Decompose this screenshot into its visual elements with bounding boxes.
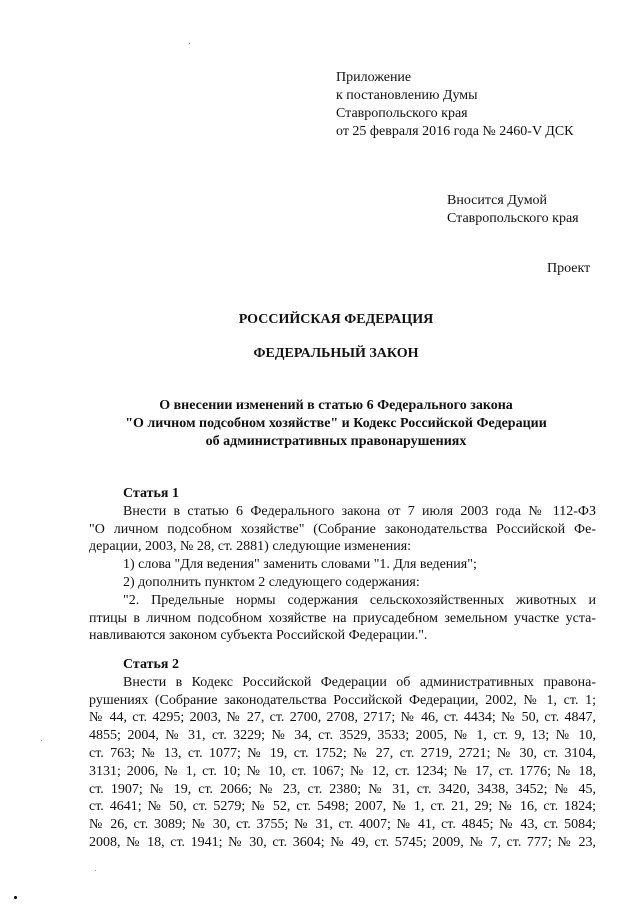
- appendix-line: Приложение: [336, 70, 412, 85]
- law-title-line: об административных правонарушениях: [205, 434, 467, 449]
- appendix-line: к постановлению Думы: [336, 88, 478, 103]
- appendix-line: Ставропольского края: [336, 106, 468, 121]
- article-1: [89, 485, 596, 645]
- article-line: ст. 1907; № 19, ст. 2066; № 23, ст. 2380; № 31, ст. 3420, 3438, 3452; № 45,: [89, 781, 596, 797]
- appendix-line: от 25 февраля 2016 года № 2460-V ДСК: [336, 124, 574, 139]
- article-line: ст. 4641; № 50, ст. 5279; № 52, ст. 5498; 2007, № 1, ст. 21, 29; № 16, ст. 1824;: [89, 799, 596, 815]
- appendix-block: [336, 69, 574, 141]
- article-line: 4855; 2004, № 31, ст. 3229; № 34, ст. 3529, 3533; 2005, № 1, ст. 9, 13; № 10,: [89, 728, 596, 744]
- law-title: [36, 397, 636, 451]
- article-line: птицы в личном подсобном хозяйстве на приусадебном земельном участке уста-: [89, 610, 596, 626]
- law-title-line: О внесении изменений в статью 6 Федерального закона: [159, 398, 513, 413]
- law-type-heading: ФЕДЕРАЛЬНЫЙ ЗАКОН: [253, 346, 419, 361]
- introduced-by-line: Ставропольского края: [447, 211, 579, 226]
- scan-speck: [14, 896, 17, 899]
- law-title-line: "О личном подсобном хозяйстве" и Кодекс Российской Федерации: [125, 416, 547, 431]
- article-line: Внести в Кодекс Российской Федерации об административных правона-: [123, 674, 596, 690]
- article-heading: Статья 2: [123, 657, 179, 672]
- introduced-by-block: [447, 192, 579, 228]
- article-line: ст. 763; № 13, ст. 1077; № 19, ст. 1752; № 27, ст. 2719, 2721; № 30, ст. 3104,: [89, 745, 596, 761]
- article-line: 2008, № 18, ст. 1941; № 30, ст. 3604; № 49, ст. 5745; 2009, № 7, ст. 777; № 23,: [89, 834, 596, 850]
- article-line: 1) слова "Для ведения" заменить словами "1. Для ведения";: [123, 557, 477, 573]
- country-heading: РОССИЙСКАЯ ФЕДЕРАЦИЯ: [238, 312, 434, 327]
- article-line: "О личном подсобном хозяйстве" (Собрание законодательства Российской Фе-: [89, 521, 596, 537]
- article-line: дерации, 2003, № 28, ст. 2881) следующие изменения:: [89, 539, 412, 555]
- draft-label: Проект: [547, 261, 591, 276]
- scan-speck: [189, 43, 190, 44]
- article-line: "2. Предельные нормы содержания сельскохозяйственных животных и: [123, 592, 596, 608]
- article-line: 3131; 2006, № 1, ст. 10; № 10, ст. 1067; № 12, ст. 1234; № 17, ст. 1776; № 18,: [89, 763, 596, 779]
- scan-speck: [41, 740, 42, 741]
- scan-speck: [95, 870, 96, 871]
- article-line: № 26, ст. 3089; № 30, ст. 3755; № 31, ст. 4007; № 41, ст. 4845; № 43, ст. 5084;: [89, 817, 596, 833]
- article-line: 2) дополнить пунктом 2 следующего содержания:: [123, 574, 420, 590]
- article-line: № 44, ст. 4295; 2003, № 27, ст. 2700, 2708, 2717; № 46, ст. 4434; № 50, ст. 4847,: [89, 710, 596, 726]
- article-line: Внести в статью 6 Федерального закона от 7 июля 2003 года № 112-ФЗ: [123, 503, 596, 519]
- introduced-by-line: Вносится Думой: [447, 193, 548, 208]
- article-2: [89, 656, 596, 852]
- article-line: навливаются законом субъекта Российской Федерации.".: [89, 628, 428, 644]
- article-heading: Статья 1: [123, 486, 179, 501]
- article-line: рушениях (Собрание законодательства Российской Федерации, 2002, № 1, ст. 1;: [89, 692, 596, 708]
